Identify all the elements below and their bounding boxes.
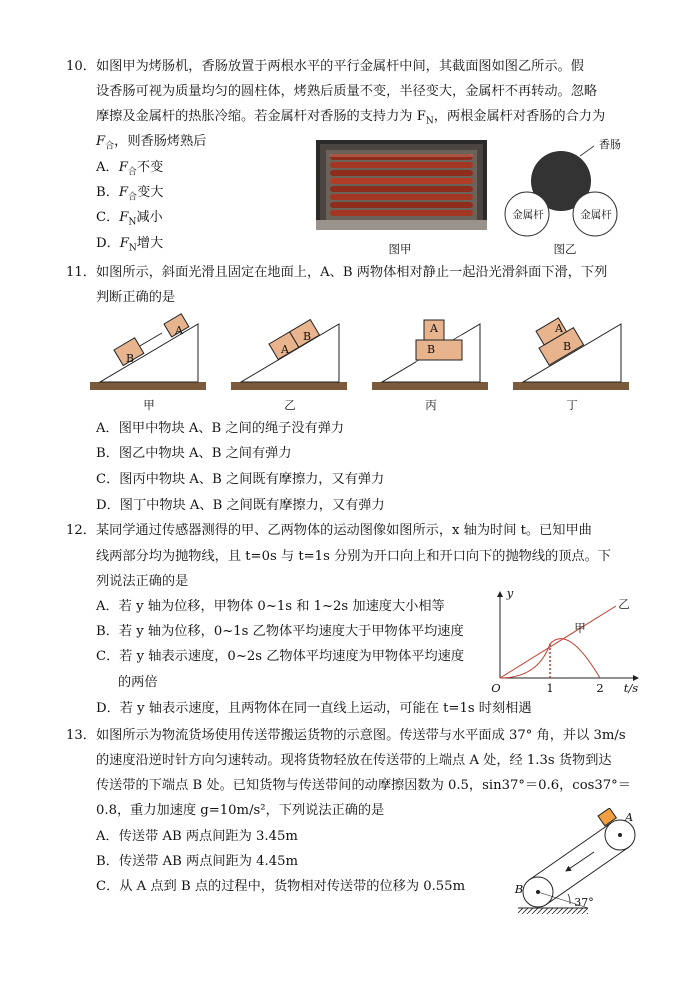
q10-option-c[interactable] [96, 209, 163, 232]
q12-line-2: 线两部分均为抛物线，且 t=0s 与 t=1s 分别为开口向上和开口向下的抛物线的顶点。下 [96, 549, 611, 564]
tick-2-label: 2 [596, 681, 604, 695]
option-symbol: F [119, 236, 129, 251]
option-key: C． [96, 210, 120, 225]
option-symbol: F [118, 160, 128, 175]
option-symbol: F [118, 185, 129, 200]
block-a-label: A [281, 343, 289, 356]
q11-line-1: 11．如图所示，斜面光滑且固定在地面上，A、B 两物体相对静止一起沿光滑斜面下滑，下列 [66, 265, 608, 280]
q10-option-b[interactable] [96, 184, 163, 207]
option-key: A． [96, 160, 119, 175]
option-text: 增大 [136, 236, 164, 251]
q13-line-3: 传送带的下端点 B 处。已知货物与传送带间的动摩擦因数为 0.5，sin37°＝0.6，cos37°＝ [96, 778, 631, 793]
fig-jia-label: 甲 [143, 398, 155, 412]
option-sub: N [128, 217, 137, 228]
option-key: B． [96, 185, 119, 200]
fig-yi-caption: 图乙 [553, 242, 577, 256]
q10-f-symbol: F [96, 134, 106, 149]
option-symbol: F [119, 210, 129, 225]
q12-option-c[interactable]: C．若 y 轴表示速度，0~2s 乙物体平均速度为甲物体平均速度 [96, 649, 465, 664]
q10-line-3-text: 摩擦及金属杆的热胀冷缩。若金属杆对香肠的支持力为 F [96, 109, 426, 124]
q10-line-3-tail: ，两根金属杆对香肠的合力为 [433, 109, 606, 124]
block-b-label: B [125, 352, 135, 365]
conveyor-diagram [508, 808, 658, 920]
q10-line-4-text: ，则香肠烤熟后 [114, 134, 207, 149]
block-b-label: B [562, 340, 572, 353]
option-sub: N [128, 243, 137, 254]
q10-sub-he: 合 [105, 141, 115, 152]
q10-line-4 [96, 133, 206, 156]
angle-label: 37° [574, 896, 594, 909]
q13-line-4: 0.8，重力加速度 g=10m/s²，下列说法正确的是 [96, 803, 385, 818]
origin-label: O [491, 681, 501, 695]
q12-line-3: 列说法正确的是 [96, 574, 189, 589]
q13-line-2: 的速度沿逆时针方向匀速转动。现将货物轻放在传送带的上端点 A 处，经 1.3s 货物到达 [96, 753, 612, 768]
fig-jia-caption: 图甲 [388, 242, 412, 256]
block-a-label: A [175, 324, 183, 337]
incline-fig-jia [88, 310, 210, 396]
belt-direction-arrow [566, 852, 594, 871]
series-jia-curve-2 [550, 639, 600, 678]
q13-line-1: 13．如图所示为物流货场使用传送带搬运货物的示意图。传送带与水平面成 37° 角，并以 3m/s [66, 728, 626, 743]
series-jia-label: 甲 [574, 621, 586, 635]
fig-bing-label: 丙 [425, 398, 437, 412]
option-text: 减小 [136, 210, 163, 225]
incline-fig-bing [370, 310, 492, 396]
q10-line-1: 10．如图甲为烤肠机，香肠放置于两根水平的平行金属杆中间，其截面图如图乙所示。假 [66, 59, 584, 74]
option-text: 不变 [136, 160, 164, 175]
option-sub: 合 [128, 192, 138, 203]
rod-right-label: 金属杆 [580, 209, 612, 221]
fig-yi-label: 乙 [284, 398, 296, 412]
sausage-label: 香肠 [599, 138, 621, 151]
q12-option-c-cont: 的两倍 [118, 675, 158, 690]
q11-option-c[interactable]: C．图丙中物块 A、B 之间既有摩擦力，又有弹力 [96, 472, 385, 487]
series-yi-label: 乙 [618, 597, 630, 611]
q11-line-2: 判断正确的是 [96, 290, 176, 305]
point-b-label: B [514, 882, 524, 896]
q10-option-a[interactable] [96, 159, 163, 182]
q10-sub-n: N [425, 116, 434, 127]
option-text: 变大 [137, 185, 164, 200]
q12-option-d[interactable]: D．若 y 轴表示速度，且两物体在同一直线上运动，可能在 t=1s 时刻相遇 [96, 701, 532, 716]
series-yi-line [500, 606, 616, 678]
q10-option-d[interactable] [96, 235, 163, 258]
q10-line-2: 设香肠可视为质量均匀的圆柱体，烤熟后质量不变，半径变大，金属杆不再转动。忽略 [96, 84, 598, 99]
q11-option-b[interactable]: B．图乙中物块 A、B 之间有弹力 [96, 446, 292, 461]
q13-option-b[interactable]: B．传送带 AB 两点间距为 4.45m [96, 854, 299, 869]
point-a-label: A [624, 810, 634, 824]
q12-option-b[interactable]: B．若 y 轴为位移，0~1s 乙物体平均速度大于甲物体平均速度 [96, 624, 464, 639]
q13-option-a[interactable]: A．传送带 AB 两点间距为 3.45m [96, 829, 298, 844]
q12-line-1: 12．某同学通过传感器测得的甲、乙两物体的运动图像如图所示，x 轴为时间 t。已知甲曲 [66, 523, 592, 538]
block-b-label: B [302, 330, 312, 343]
sausage-grill-photo [316, 140, 487, 230]
q12-option-a[interactable]: A．若 y 轴为位移，甲物体 0~1s 和 1~2s 加速度大小相等 [96, 599, 445, 614]
rod-left-label: 金属杆 [512, 209, 544, 221]
q11-option-a[interactable]: A．图甲中物块 A、B 之间的绳子没有弹力 [96, 421, 345, 436]
option-sub: 合 [127, 167, 137, 178]
fig-ding-label: 丁 [566, 398, 578, 412]
tick-1-label: 1 [546, 681, 554, 695]
q11-option-d[interactable]: D．图丁中物块 A、B 之间既有摩擦力，又有弹力 [96, 498, 385, 513]
block-b-label: B [426, 343, 436, 356]
y-axis-label: y [506, 586, 514, 600]
incline-fig-yi [229, 310, 351, 396]
x-axis-label: t/s [623, 681, 639, 695]
block-a-label: A [430, 322, 438, 335]
option-key: D． [96, 236, 120, 251]
block-a-label: A [555, 322, 563, 335]
incline-fig-ding [511, 310, 633, 396]
motion-graph [488, 586, 648, 698]
q13-option-c[interactable]: C．从 A 点到 B 点的过程中，货物相对传送带的位移为 0.55m [96, 879, 466, 894]
q10-line-3 [96, 108, 605, 131]
